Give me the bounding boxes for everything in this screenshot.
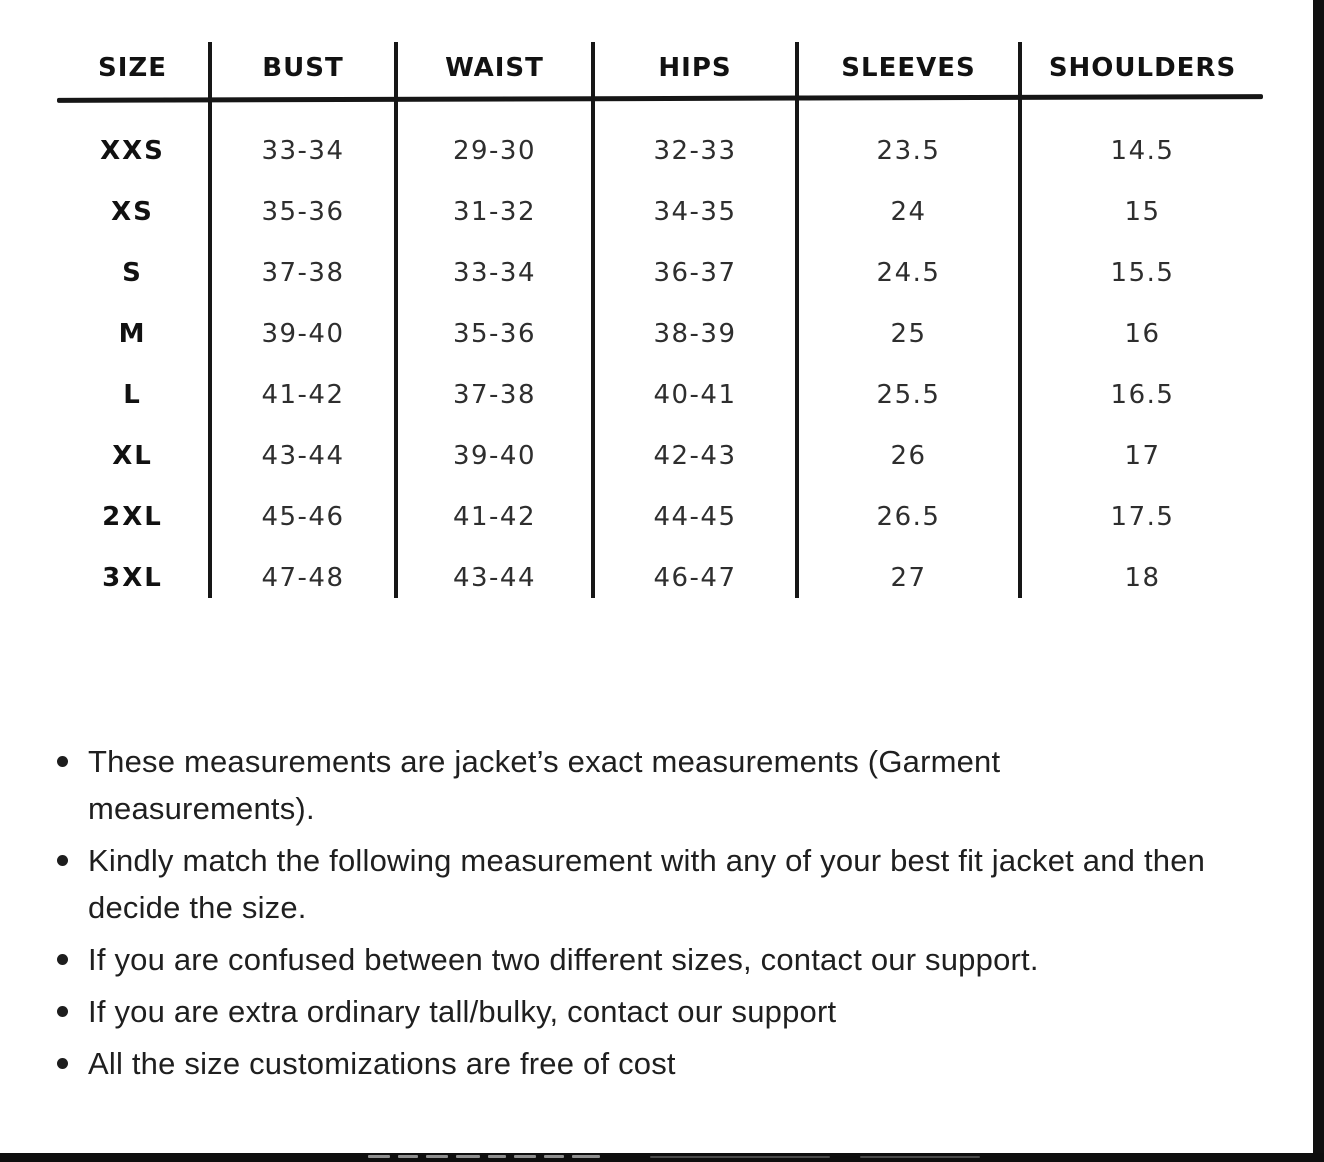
cell-sleeves: 24 [890, 196, 927, 227]
note-item [55, 1040, 1267, 1087]
table-row-xxs [55, 120, 1265, 181]
cell-bust: 35-36 [261, 196, 345, 227]
header-cell-bust: BUST [262, 53, 344, 83]
note-item [55, 988, 1267, 1035]
cell-hips: 36-37 [653, 257, 737, 288]
size-label: 2XL [102, 501, 163, 532]
bottom-bar-dash [514, 1155, 536, 1158]
table-row-xs [55, 181, 1265, 242]
cell-sleeves: 26 [890, 440, 927, 471]
bottom-bar-dash [368, 1155, 390, 1158]
cell-shoulders: 17.5 [1110, 501, 1175, 532]
cell-sleeves: 27 [890, 562, 927, 593]
note-text: These measurements are jacket’s exact measurements (Garment measurements). [88, 744, 1001, 826]
table-row-xl [55, 425, 1265, 486]
cell-sleeves: 26.5 [876, 501, 941, 532]
cell-hips: 40-41 [653, 379, 737, 410]
note-text: Kindly match the following measurement with any of your best fit jacket and then decide the size. [88, 843, 1206, 925]
bottom-edge-band [0, 1153, 1324, 1162]
cell-bust: 37-38 [261, 257, 345, 288]
bottom-bar-dash [572, 1155, 600, 1158]
bullet-icon [57, 855, 68, 866]
cell-hips: 42-43 [653, 440, 737, 471]
table-header-row [55, 40, 1265, 96]
table-row-s [55, 242, 1265, 303]
cell-shoulders: 15.5 [1110, 257, 1175, 288]
bottom-bar-dash [544, 1155, 564, 1158]
cell-shoulders: 17 [1124, 440, 1161, 471]
cell-waist: 39-40 [452, 440, 537, 471]
table-body [55, 120, 1265, 608]
size-label: L [123, 379, 142, 410]
cell-bust: 45-46 [261, 501, 345, 532]
cell-waist: 29-30 [452, 135, 537, 166]
size-label: XL [112, 440, 153, 471]
cell-waist: 31-32 [452, 196, 537, 227]
cell-hips: 32-33 [653, 135, 737, 166]
table-row-3xl [55, 547, 1265, 608]
cell-sleeves: 25.5 [876, 379, 941, 410]
header-cell-sleeves: SLEEVES [841, 53, 976, 83]
size-label: XXS [100, 135, 165, 166]
header-cell-shoulders: SHOULDERS [1048, 53, 1237, 83]
table-row-l [55, 364, 1265, 425]
header-cell-waist: WAIST [445, 53, 544, 83]
cell-sleeves: 24.5 [876, 257, 941, 288]
cell-shoulders: 16.5 [1110, 379, 1175, 410]
note-item [55, 837, 1267, 931]
cell-bust: 47-48 [261, 562, 345, 593]
bullet-icon [57, 954, 68, 965]
right-edge-band [1313, 0, 1324, 1162]
cell-shoulders: 15 [1124, 196, 1161, 227]
cell-sleeves: 23.5 [876, 135, 941, 166]
cell-hips: 46-47 [653, 562, 737, 593]
cell-hips: 44-45 [653, 501, 737, 532]
cell-waist: 33-34 [452, 257, 537, 288]
size-label: M [118, 318, 147, 349]
header-cell-size: SIZE [97, 53, 167, 83]
cell-sleeves: 25 [890, 318, 927, 349]
cell-shoulders: 16 [1124, 318, 1161, 349]
cell-bust: 41-42 [261, 379, 345, 410]
bullet-icon [57, 756, 68, 767]
size-label: S [122, 257, 143, 288]
bottom-bar-dash [426, 1155, 448, 1158]
note-item [55, 738, 1267, 832]
bottom-bar-dash [650, 1156, 830, 1158]
note-item [55, 936, 1267, 983]
note-text: If you are confused between two different sizes, contact our support. [88, 942, 1039, 977]
note-text: All the size customizations are free of cost [88, 1046, 676, 1081]
bottom-bar-dash [488, 1155, 506, 1158]
cell-shoulders: 18 [1124, 562, 1161, 593]
cell-bust: 39-40 [261, 318, 345, 349]
size-label: XS [111, 196, 154, 227]
size-label: 3XL [102, 562, 163, 593]
cell-waist: 43-44 [452, 562, 537, 593]
size-chart-table [55, 40, 1265, 593]
cell-hips: 34-35 [653, 196, 737, 227]
header-cell-hips: HIPS [658, 53, 732, 83]
note-text: If you are extra ordinary tall/bulky, contact our support [88, 994, 837, 1029]
table-row-2xl [55, 486, 1265, 547]
table-row-m [55, 303, 1265, 364]
cell-shoulders: 14.5 [1110, 135, 1175, 166]
bottom-bar-dash [456, 1155, 480, 1158]
bottom-bar-dash [860, 1156, 980, 1158]
cell-hips: 38-39 [653, 318, 737, 349]
bottom-bar-dash [398, 1155, 418, 1158]
cell-waist: 37-38 [452, 379, 537, 410]
bullet-icon [57, 1006, 68, 1017]
cell-waist: 35-36 [452, 318, 537, 349]
bullet-icon [57, 1058, 68, 1069]
cell-bust: 43-44 [261, 440, 345, 471]
cell-waist: 41-42 [452, 501, 537, 532]
cell-bust: 33-34 [261, 135, 345, 166]
notes-list [55, 738, 1267, 1092]
